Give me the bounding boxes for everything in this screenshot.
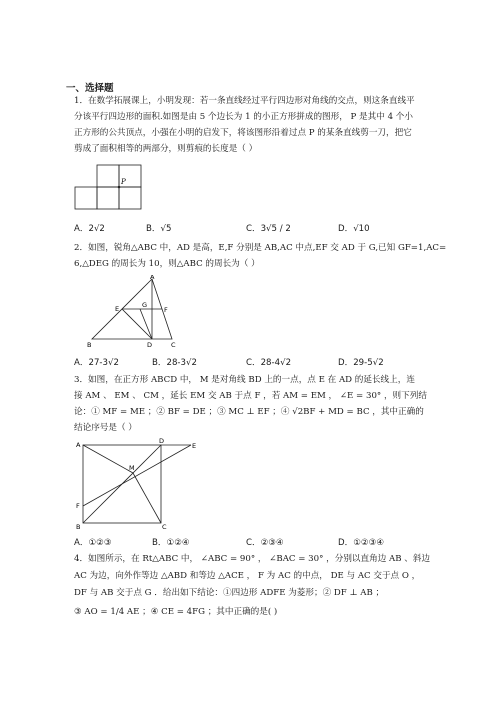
q3-label-f: F: [76, 502, 80, 510]
q2-label-g: G: [142, 301, 148, 309]
q2-line-1: 2．如图，锐角△ABC 中，AD 是高，E,F 分别是 AB,AC 中点,EF 交 AD 于 G,已知 GF=1,AC=: [74, 243, 447, 253]
q3-square-figure: [74, 438, 204, 530]
q2-label-e: E: [115, 305, 120, 313]
q2-label-c: C: [171, 341, 176, 349]
q2-option-b: B．28-3√2: [152, 358, 197, 368]
q1-line-2: 分该平行四边形的面积.如图是由 5 个边长为 1 的小正方形拼成的图形， P 是其中 4 个小: [74, 112, 413, 122]
q3-label-e: E: [192, 442, 197, 450]
q3-line-4: 结论序号是（ ）: [74, 423, 137, 433]
q3-line-1: 3．如图，在正方形 ABCD 中， M 是对角线 BD 上的一点，点 E 在 AD 的延长线上，连: [74, 375, 415, 385]
q1-option-b: B．√5: [146, 224, 172, 234]
q3-option-c: C．②③④: [246, 538, 284, 548]
q3-option-b: B．①②④: [152, 538, 190, 548]
q3-line-2: 接 AM 、 EM 、 CM ，延长 EM 交 AB 于点 F ，若 AM = EM ， ∠E = 30° ，则下列结: [74, 391, 427, 401]
section-title: 一、选择题: [66, 83, 114, 94]
q1-label-p: P: [121, 178, 126, 186]
q3-label-c: C: [162, 523, 167, 530]
q3-label-m: M: [129, 464, 135, 472]
q2-option-d: D．29-5√2: [338, 358, 384, 368]
q1-grid-figure: [74, 164, 150, 212]
q4-line-4: ③ AO = 1/4 AE ；④ CE = 4FG ；其中正确的是( ): [74, 607, 278, 617]
q2-label-b: B: [87, 341, 92, 349]
q2-triangle-figure: [84, 275, 184, 349]
q3-label-d: D: [159, 438, 165, 445]
q2-option-c: C．28-4√2: [246, 358, 292, 368]
q4-line-2: AC 为边，向外作等边 △ABD 和等边 △ACE ， F 为 AC 的中点， DE 与 AC 交于点 O ，: [74, 571, 421, 581]
q4-line-3: DF 与 AB 交于点 G ．给出如下结论：①四边形 ADFE 为菱形；② DF ⊥ AB ；: [74, 588, 385, 598]
q2-label-a: A: [150, 275, 155, 281]
q2-line-2: 6,△DEG 的周长为 10，则△ABC 的周长为（ ）: [74, 259, 260, 269]
q1-line-1: 1．在数学拓展课上，小明发现：若一条直线经过平行四边形对角线的交点，则这条直线平: [74, 96, 415, 106]
q3-label-a: A: [76, 441, 81, 449]
q2-label-d: D: [147, 341, 153, 349]
q3-line-3: 论：① MF = ME ；② BF = DE ；③ MC ⊥ EF ；④ √2BF + MD = BC ，其中正确的: [74, 407, 424, 417]
q4-line-1: 4．如图所示，在 Rt△ABC 中， ∠ABC = 90° ， ∠BAC = 30° ，分别以直角边 AB 、斜边: [74, 554, 431, 564]
q1-line-3: 正方形的公共顶点，小强在小明的启发下，将该图形沿着过点 P 的某条直线剪一刀，把它: [74, 128, 412, 138]
q3-label-b: B: [76, 523, 81, 530]
q1-option-a: A．2√2: [74, 224, 105, 234]
q1-line-4: 剪成了面积相等的两部分，则剪痕的长度是（ ）: [74, 144, 258, 154]
q1-option-c: C．3√5 / 2: [246, 224, 291, 234]
q3-option-d: D．①②③④: [338, 538, 385, 548]
q3-option-a: A．①②③: [74, 538, 112, 548]
q2-option-a: A．27-3√2: [74, 358, 119, 368]
q2-label-f: F: [164, 306, 168, 314]
q1-option-d: D．√10: [338, 224, 370, 234]
